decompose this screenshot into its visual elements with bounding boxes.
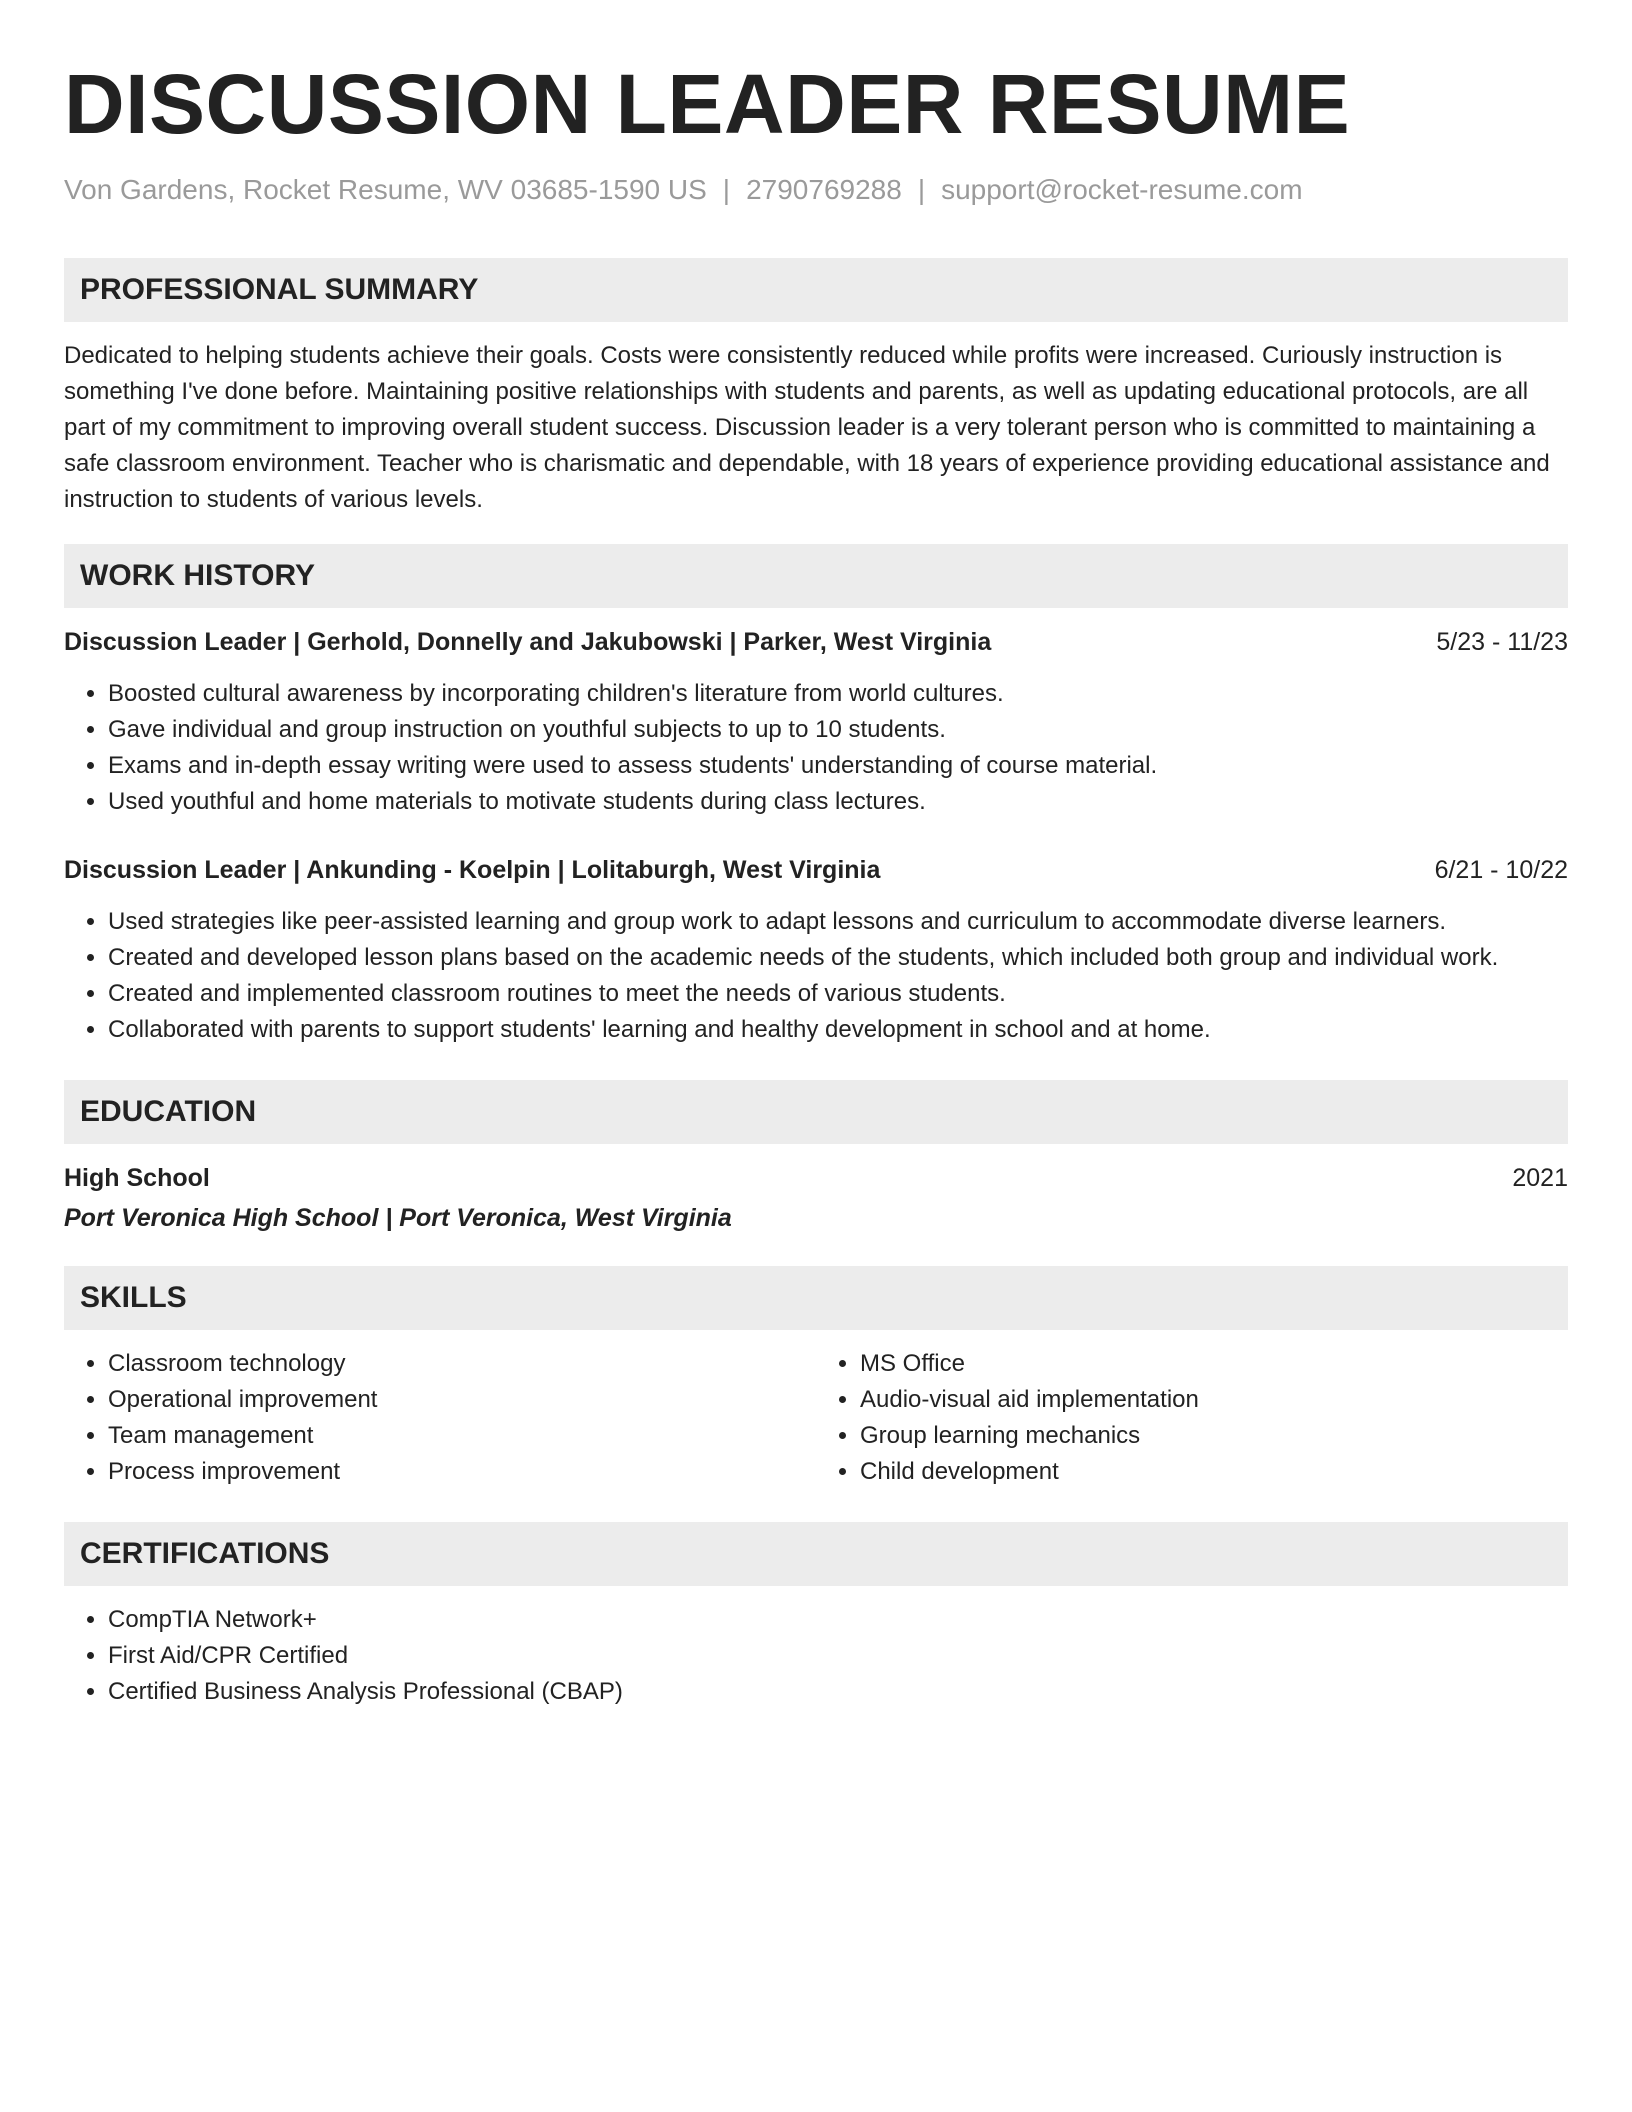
education-year: 2021 <box>1512 1164 1568 1192</box>
job-bullet: • Gave individual and group instruction on youthful subjects to up to 10 students. <box>108 712 1568 748</box>
skill-item: • Process improvement <box>108 1454 816 1490</box>
job-bullet: • Used youthful and home materials to motivate students during class lectures. <box>108 784 1568 820</box>
certification-item: • First Aid/CPR Certified <box>108 1638 1568 1674</box>
job-heading-line <box>64 624 1568 660</box>
job-bullet: • Created and implemented classroom routines to meet the needs of various students. <box>108 976 1568 1012</box>
job-bullets <box>64 676 1568 820</box>
job-title: Discussion Leader | Ankunding - Koelpin | Lolitaburgh, West Virginia <box>64 856 881 884</box>
skill-item: • Group learning mechanics <box>860 1418 1568 1454</box>
skill-item: • Classroom technology <box>108 1346 816 1382</box>
education-heading-line <box>64 1160 1568 1196</box>
skill-item: • Child development <box>860 1454 1568 1490</box>
job-entry <box>64 624 1568 820</box>
job-dates: 5/23 - 11/23 <box>1436 628 1568 656</box>
education-degree: High School <box>64 1164 210 1192</box>
resume-title: DISCUSSION LEADER RESUME <box>64 57 1351 151</box>
section-header-certifications: CERTIFICATIONS <box>64 1522 1568 1586</box>
contact-separator: | <box>722 174 731 205</box>
section-header-summary: PROFESSIONAL SUMMARY <box>64 258 1568 322</box>
contact-phone: 2790769288 <box>746 174 902 205</box>
contact-separator: | <box>917 174 926 205</box>
skill-item: • Team management <box>108 1418 816 1454</box>
job-bullet: • Boosted cultural awareness by incorporating children's literature from world cultures. <box>108 676 1568 712</box>
certifications-list <box>64 1602 1568 1710</box>
job-dates: 6/21 - 10/22 <box>1434 856 1568 884</box>
skills-column-right <box>816 1346 1568 1490</box>
certification-item: • Certified Business Analysis Professional (CBAP) <box>108 1674 1568 1710</box>
job-bullet: • Exams and in-depth essay writing were used to assess students' understanding of course material. <box>108 748 1568 784</box>
skills-grid <box>64 1346 1568 1490</box>
contact-email: support@rocket-resume.com <box>941 174 1303 205</box>
education-entry <box>64 1160 1568 1236</box>
section-header-skills: SKILLS <box>64 1266 1568 1330</box>
contact-line <box>64 172 1568 208</box>
section-header-work-history: WORK HISTORY <box>64 544 1568 608</box>
job-bullets <box>64 904 1568 1048</box>
job-heading-line <box>64 852 1568 888</box>
job-bullet: • Used strategies like peer-assisted learning and group work to adapt lessons and curriculum to accommodate diverse learners. <box>108 904 1568 940</box>
skill-item: • Audio-visual aid implementation <box>860 1382 1568 1418</box>
summary-text: Dedicated to helping students achieve their goals. Costs were consistently reduced while profits were increased. Curiously instruction is something I've done before. Maintaining positive relationships with students and parents, as well as updating educational protocols, are all part of my commitment to improving overall student success. Discussion leader is a very tolerant person who is committed to maintaining a safe classroom environment. Teacher who is charismatic and dependable, with 18 years of experience providing educational assistance and instruction to students of various levels. <box>64 342 1550 513</box>
skill-item: • MS Office <box>860 1346 1568 1382</box>
job-entry <box>64 852 1568 1048</box>
section-header-education: EDUCATION <box>64 1080 1568 1144</box>
contact-address: Von Gardens, Rocket Resume, WV 03685-1590 US <box>64 174 707 205</box>
certification-item: • CompTIA Network+ <box>108 1602 1568 1638</box>
education-school: Port Veronica High School | Port Veronica, West Virginia <box>64 1204 732 1232</box>
skill-item: • Operational improvement <box>108 1382 816 1418</box>
job-title: Discussion Leader | Gerhold, Donnelly and Jakubowski | Parker, West Virginia <box>64 628 992 656</box>
job-bullet: • Collaborated with parents to support students' learning and healthy development in school and at home. <box>108 1012 1568 1048</box>
skills-column-left <box>64 1346 816 1490</box>
job-bullet: • Created and developed lesson plans based on the academic needs of the students, which included both group and individual work. <box>108 940 1568 976</box>
